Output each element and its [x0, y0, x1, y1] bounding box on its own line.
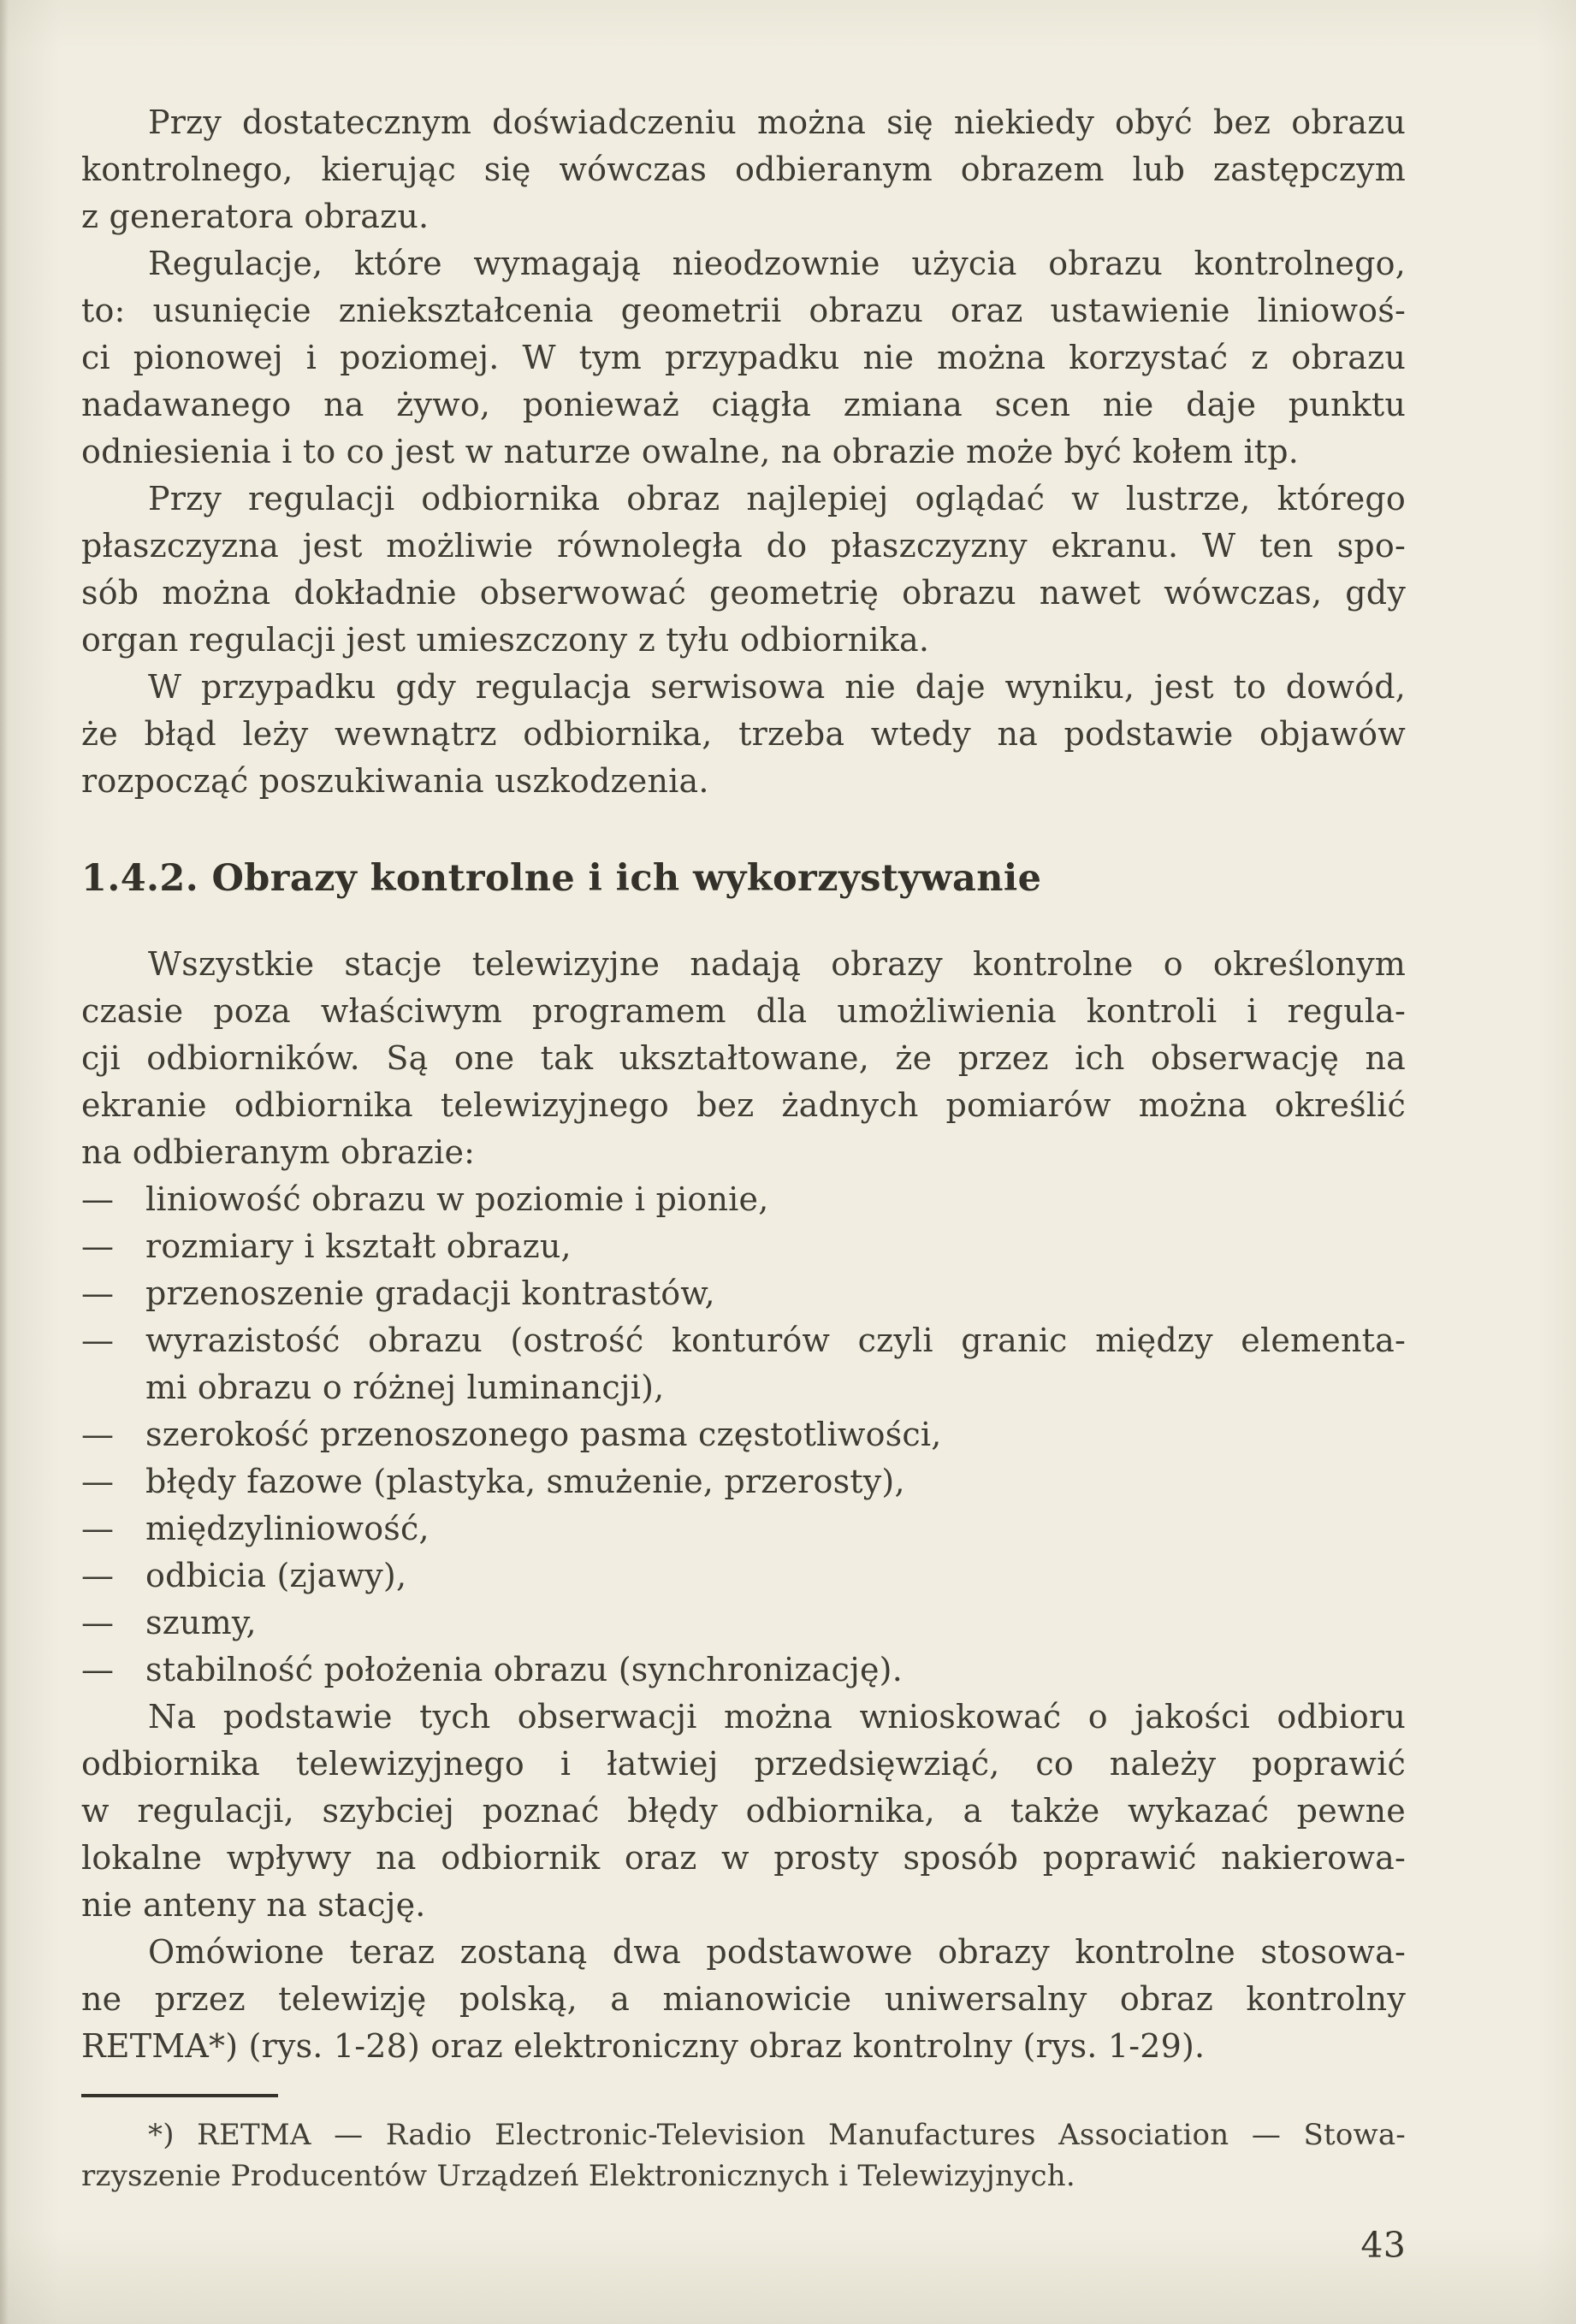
list-item-line [81, 1647, 1406, 1694]
list-item-line [81, 1411, 1406, 1458]
list-dash-marker: — [81, 1604, 115, 1641]
list-item-text: wyrazistość obrazu (ostrość konturów czyli granic między elementa- [145, 1322, 1406, 1359]
list-item-line [81, 1270, 1406, 1317]
paragraph-line: sób można dokładnie obserwować geometrię obrazu nawet wówczas, gdy [81, 574, 1406, 612]
list-dash-marker: — [81, 1416, 115, 1453]
list-item-line [81, 1505, 1406, 1552]
list-dash-marker: — [81, 1322, 115, 1359]
list-dash-marker: — [81, 1227, 115, 1265]
paragraph-line: organ regulacji jest umieszczony z tyłu odbiornika. [81, 621, 930, 659]
list-item-text: przenoszenie gradacji kontrastów, [145, 1274, 715, 1312]
list-item-text: międzyliniowość, [145, 1510, 430, 1547]
paragraph-line: Regulacje, które wymagają nieodzownie użycia obrazu kontrolnego, [148, 245, 1406, 282]
paragraph-line: czasie poza właściwym programem dla umożliwienia kontroli i regula- [81, 992, 1406, 1030]
list-dash-marker: — [81, 1274, 115, 1312]
list-dash-marker: — [81, 1651, 115, 1688]
footnote-line: rzyszenie Producentów Urządzeń Elektronicznych i Telewizyjnych. [81, 2159, 1075, 2193]
paragraph-line: płaszczyzna jest możliwie równoległa do płaszczyzny ekranu. W ten spo- [81, 527, 1406, 565]
list-item-line [81, 1600, 1406, 1647]
text-block [81, 99, 1406, 2269]
paragraph-line: nadawanego na żywo, ponieważ ciągła zmiana scen nie daje punktu [81, 386, 1406, 423]
paragraph-line: kontrolnego, kierując się wówczas odbieranym obrazem lub zastępczym [81, 151, 1406, 188]
paragraph-line: Przy regulacji odbiornika obraz najlepiej oglądać w lustrze, którego [148, 480, 1406, 517]
paragraph-line: W przypadku gdy regulacja serwisowa nie daje wyniku, jest to dowód, [148, 668, 1406, 706]
paragraph-line: ekranie odbiornika telewizyjnego bez żadnych pomiarów można określić [81, 1086, 1406, 1124]
list-item-text: szerokość przenoszonego pasma częstotliwości, [145, 1416, 942, 1453]
list-dash-marker: — [81, 1557, 115, 1594]
list-item-text: stabilność położenia obrazu (synchronizację). [145, 1651, 903, 1688]
footnote-line: *) RETMA — Radio Electronic-Television Manufactures Association — Stowa- [148, 2118, 1406, 2152]
paragraph-line: ci pionowej i poziomej. W tym przypadku nie można korzystać z obrazu [81, 339, 1406, 376]
paragraph-line: w regulacji, szybciej poznać błędy odbiornika, a także wykazać pewne [81, 1792, 1406, 1830]
paragraph-line: to: usunięcie zniekształcenia geometrii obrazu oraz ustawienie liniowoś- [81, 292, 1406, 329]
list-item-text: liniowość obrazu w poziomie i pionie, [145, 1180, 769, 1218]
list-item-line [81, 1317, 1406, 1364]
paragraph-line: RETMA*) (rys. 1-28) oraz elektroniczny obraz kontrolny (rys. 1-29). [81, 2027, 1206, 2065]
paragraph-line: rozpocząć poszukiwania uszkodzenia. [81, 762, 709, 800]
list-item-text: rozmiary i kształt obrazu, [145, 1227, 572, 1265]
paragraph-line: odniesienia i to co jest w naturze owalne, na obrazie może być kołem itp. [81, 433, 1300, 470]
section-heading: 1.4.2. Obrazy kontrolne i ich wykorzystywanie [81, 857, 1042, 900]
paragraph-line: Przy dostatecznym doświadczeniu można się niekiedy obyć bez obrazu [148, 103, 1406, 141]
list-item-text: błędy fazowe (plastyka, smużenie, przerosty), [145, 1463, 905, 1500]
list-item-line: mi obrazu o różnej luminancji), [145, 1369, 665, 1406]
paragraph-line: na odbieranym obrazie: [81, 1133, 476, 1171]
list-item-line [81, 1176, 1406, 1223]
paragraph-line: z generatora obrazu. [81, 198, 430, 235]
list-item-line [81, 1458, 1406, 1505]
paragraph-line: lokalne wpływy na odbiornik oraz w prosty sposób poprawić nakierowa- [81, 1839, 1406, 1877]
paragraph-line: Omówione teraz zostaną dwa podstawowe obrazy kontrolne stosowa- [148, 1933, 1406, 1971]
paragraph-line: ne przez telewizję polską, a mianowicie uniwersalny obraz kontrolny [81, 1980, 1406, 2018]
body-text [81, 99, 1406, 2070]
paragraph-line: że błąd leży wewnątrz odbiornika, trzeba wtedy na podstawie objawów [81, 715, 1406, 753]
list-item-line [81, 1223, 1406, 1270]
list-item-text: szumy, [145, 1604, 257, 1641]
paragraph-line: odbiornika telewizyjnego i łatwiej przedsięwziąć, co należy poprawić [81, 1745, 1406, 1783]
list-dash-marker: — [81, 1463, 115, 1500]
footnote-separator [81, 2094, 278, 2097]
page-number: 43 [1360, 2225, 1406, 2266]
list-dash-marker: — [81, 1510, 115, 1547]
list-item-line [81, 1552, 1406, 1600]
paragraph-line: nie anteny na stację. [81, 1886, 426, 1924]
list-dash-marker: — [81, 1180, 115, 1218]
paragraph-line: Na podstawie tych obserwacji można wnioskować o jakości odbioru [148, 1698, 1406, 1736]
paragraph-line: cji odbiorników. Są one tak ukształtowane, że przez ich obserwację na [81, 1039, 1406, 1077]
list-item-text: odbicia (zjawy), [145, 1557, 407, 1594]
paragraph-line: Wszystkie stacje telewizyjne nadają obrazy kontrolne o określonym [148, 945, 1406, 983]
